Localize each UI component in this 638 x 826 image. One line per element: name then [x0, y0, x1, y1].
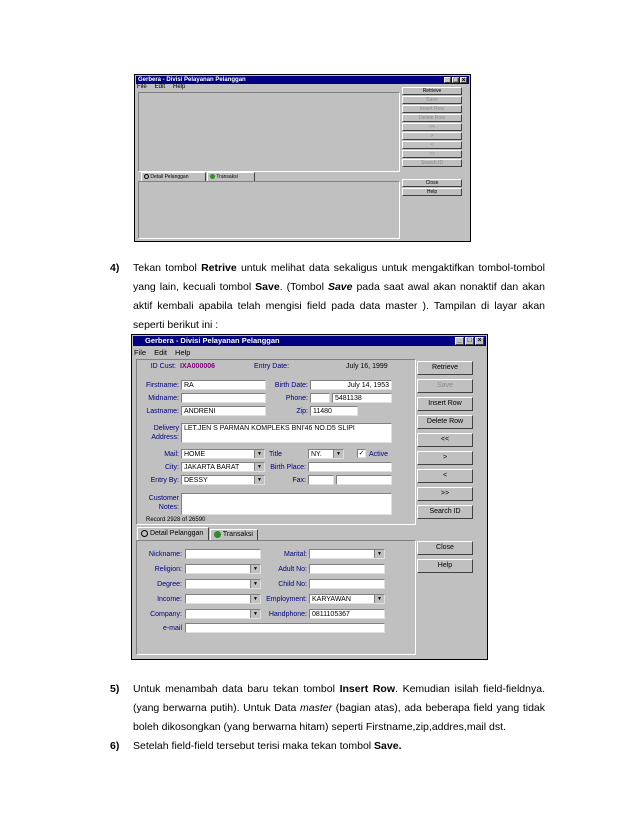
income-label: Income: — [157, 596, 182, 603]
step-5-line-2: (yang berwarna putih). Untuk Data master (bagian atas), ada beberapa field yang tidak — [133, 702, 545, 714]
retrieve-button[interactable]: Retrieve — [402, 87, 462, 95]
employment-select[interactable]: KARYAWAN ▼ — [309, 594, 385, 604]
chevron-down-icon[interactable]: ▼ — [374, 595, 384, 603]
phone-area-field[interactable] — [310, 393, 330, 403]
minimize-button-2[interactable]: _ — [455, 337, 464, 345]
tab-detail-pelanggan-2[interactable]: Detail Pelanggan — [137, 527, 209, 540]
entry-date-value: July 16, 1999 — [346, 363, 388, 370]
notes-field[interactable] — [181, 493, 392, 515]
next-record-button[interactable]: > — [402, 132, 462, 140]
active-label: Active — [369, 451, 389, 458]
company-select[interactable] — [185, 609, 261, 619]
save-button-2[interactable]: Save — [417, 379, 473, 393]
active-checkbox[interactable]: ✓ — [358, 450, 365, 457]
entryby-label: Entry By: — [150, 477, 179, 484]
step-4-line-2: yang lain, kecuali tombol Save. (Tombol Save pada saat awal akan nonaktif dan akan — [133, 281, 545, 293]
close-window-button-2[interactable]: × — [475, 337, 484, 345]
tab-transaksi[interactable]: Transaksi — [207, 172, 255, 181]
window-title: Gerbera - Divisi Pelayanan Pelanggan — [138, 77, 246, 83]
chevron-down-icon[interactable]: ▼ — [250, 565, 260, 573]
prev-record-button-2[interactable]: < — [417, 469, 473, 483]
menu-file[interactable]: File — [137, 84, 147, 90]
birthdate-field[interactable]: July 14, 1953 — [310, 380, 392, 390]
chevron-down-icon[interactable]: ▼ — [254, 463, 264, 471]
tab-transaksi-2[interactable]: Transaksi — [210, 529, 258, 540]
city-select[interactable]: JAKARTA BARAT ▼ — [181, 462, 265, 472]
record-counter: Record 2928 of 26590 — [146, 517, 206, 523]
email-field[interactable] — [185, 623, 385, 633]
maximize-button-2[interactable]: □ — [465, 337, 474, 345]
chevron-down-icon[interactable]: ▼ — [250, 610, 260, 618]
religion-select[interactable] — [185, 564, 261, 574]
marital-select[interactable] — [309, 549, 385, 559]
retrieve-button-2[interactable]: Retrieve — [417, 361, 473, 375]
chevron-down-icon[interactable]: ▼ — [254, 450, 264, 458]
title-label: Title — [269, 451, 282, 458]
prev-record-button[interactable]: < — [402, 141, 462, 149]
id-cust-value: IXA000006 — [180, 363, 216, 370]
nickname-field[interactable] — [185, 549, 261, 559]
search-id-button-2[interactable]: Search ID — [417, 505, 473, 519]
help-button[interactable]: Help — [402, 188, 462, 196]
address-label-2: Address: — [151, 434, 179, 441]
master-panel — [138, 92, 400, 172]
adultno-label: Adult No: — [278, 566, 307, 573]
chevron-down-icon[interactable]: ▼ — [254, 476, 264, 484]
step-6-number: 6) — [110, 740, 120, 752]
zip-label: Zip: — [296, 408, 308, 415]
step-4-line-1: Tekan tombol Retrive untuk melihat data sekaligus untuk mengaktifkan tombol-tombol — [133, 262, 545, 274]
religion-label: Religion: — [154, 566, 182, 573]
chevron-down-icon[interactable]: ▼ — [333, 450, 343, 458]
adultno-field[interactable] — [309, 564, 385, 574]
delete-row-button-2[interactable]: Delete Row — [417, 415, 473, 429]
employment-label: Employment: — [266, 596, 307, 603]
firstname-label: Firstname: — [145, 382, 179, 389]
childno-label: Child No: — [278, 581, 307, 588]
birthdate-label: Birth Date: — [274, 382, 308, 389]
close-button[interactable]: Close — [402, 179, 462, 187]
menu-bar-2 — [134, 348, 485, 357]
notes-label-2: Notes: — [158, 504, 179, 511]
company-label: Company: — [150, 611, 182, 618]
midname-label: Midname: — [148, 395, 179, 402]
birthplace-field[interactable] — [308, 462, 392, 472]
next-record-button-2[interactable]: > — [417, 451, 473, 465]
tab-detail-pelanggan[interactable]: Detail Pelanggan — [141, 172, 206, 181]
email-label: e-mail — [162, 625, 182, 632]
midname-field[interactable] — [181, 393, 266, 403]
address-field[interactable]: LET.JEN S PARMAN KOMPLEKS BNI'46 NO.D5 SLIPI — [181, 423, 392, 443]
handphone-label: Handphone: — [268, 611, 307, 618]
menu-edit-2[interactable]: Edit — [154, 348, 168, 357]
globe-icon — [210, 174, 215, 179]
save-button[interactable]: Save — [402, 96, 462, 104]
search-icon — [141, 530, 148, 537]
step-4-number: 4) — [110, 262, 120, 274]
handphone-field[interactable]: 0811105367 — [309, 609, 385, 619]
app-window-empty — [134, 74, 471, 242]
delete-row-button[interactable]: Delete Row — [402, 114, 462, 122]
phone-label: Phone: — [285, 395, 308, 402]
notes-label-1: Customer — [148, 495, 179, 502]
search-id-button[interactable]: Search ID — [402, 159, 462, 167]
nickname-label: Nickname: — [148, 551, 182, 558]
step-5-line-3: boleh dikosongkan (yang berwarna hitam) seperti Firstname,zip,addres,mail dst. — [133, 721, 506, 733]
childno-field[interactable] — [309, 579, 385, 589]
minimize-button[interactable]: _ — [445, 77, 450, 84]
app-window-customer — [131, 334, 488, 660]
chevron-down-icon[interactable]: ▼ — [250, 595, 260, 603]
step-5-line-1: Untuk menambah data baru tekan tombol Insert Row. Kemudian isilah field-fieldnya. — [133, 683, 545, 695]
mail-label: Mail: — [164, 451, 179, 458]
close-window-button[interactable]: × — [461, 77, 466, 84]
close-button-2[interactable]: Close — [417, 541, 473, 555]
menu-help[interactable]: Help — [173, 84, 186, 90]
menu-file-2[interactable]: File — [134, 348, 147, 357]
chevron-down-icon[interactable]: ▼ — [374, 550, 384, 558]
search-icon — [144, 174, 149, 179]
zip-field[interactable]: 11480 — [310, 406, 358, 416]
window-title-2: Gerbera - Divisi Pelayanan Pelanggan — [145, 336, 280, 345]
income-select[interactable] — [185, 594, 261, 604]
maximize-button[interactable]: □ — [453, 77, 458, 84]
lastname-field[interactable]: ANDRENI — [181, 406, 266, 416]
city-label: City: — [165, 464, 179, 471]
menu-edit[interactable]: Edit — [154, 84, 166, 90]
degree-select[interactable] — [185, 579, 261, 589]
globe-icon — [214, 531, 221, 538]
title-bar — [136, 76, 469, 84]
fax-label: Fax: — [292, 477, 306, 484]
marital-label: Marital: — [284, 551, 307, 558]
step-5-number: 5) — [110, 683, 120, 695]
first-record-button[interactable]: << — [402, 123, 462, 131]
mail-select[interactable]: HOME ▼ — [181, 449, 265, 459]
entryby-select[interactable]: DESSY ▼ — [181, 475, 265, 485]
fax-field[interactable] — [336, 475, 392, 485]
insert-row-button-2[interactable]: Insert Row — [417, 397, 473, 411]
fax-area-field[interactable] — [308, 475, 334, 485]
detail-panel — [138, 181, 400, 239]
step-4-line-4: seperti berikut ini : — [133, 319, 219, 331]
menu-help-2[interactable]: Help — [175, 348, 191, 357]
step-4-line-3: aktif kembali apabila telah mengisi field pada data master ). Tampilan di layar akan — [133, 300, 545, 312]
entry-date-label: Entry Date: — [254, 363, 290, 370]
firstname-field[interactable]: RA — [181, 380, 266, 390]
insert-row-button[interactable]: Insert Row — [402, 105, 462, 113]
title-bar-2 — [133, 336, 486, 346]
address-label-1: Delivery — [153, 425, 179, 432]
lastname-label: Lastname: — [146, 408, 179, 415]
last-record-button[interactable]: >> — [402, 150, 462, 158]
degree-label: Degree: — [157, 581, 182, 588]
chevron-down-icon[interactable]: ▼ — [250, 580, 260, 588]
birthplace-label: Birth Place: — [270, 464, 306, 471]
first-record-button-2[interactable]: << — [417, 433, 473, 447]
step-6-line-1: Setelah field-field tersebut terisi maka tekan tombol Save. — [133, 740, 402, 752]
phone-field[interactable]: 5481138 — [332, 393, 392, 403]
help-button-2[interactable]: Help — [417, 559, 473, 573]
id-cust-label: ID Cust: — [150, 363, 176, 370]
title-select[interactable]: NY. ▼ — [308, 449, 344, 459]
last-record-button-2[interactable]: >> — [417, 487, 473, 501]
